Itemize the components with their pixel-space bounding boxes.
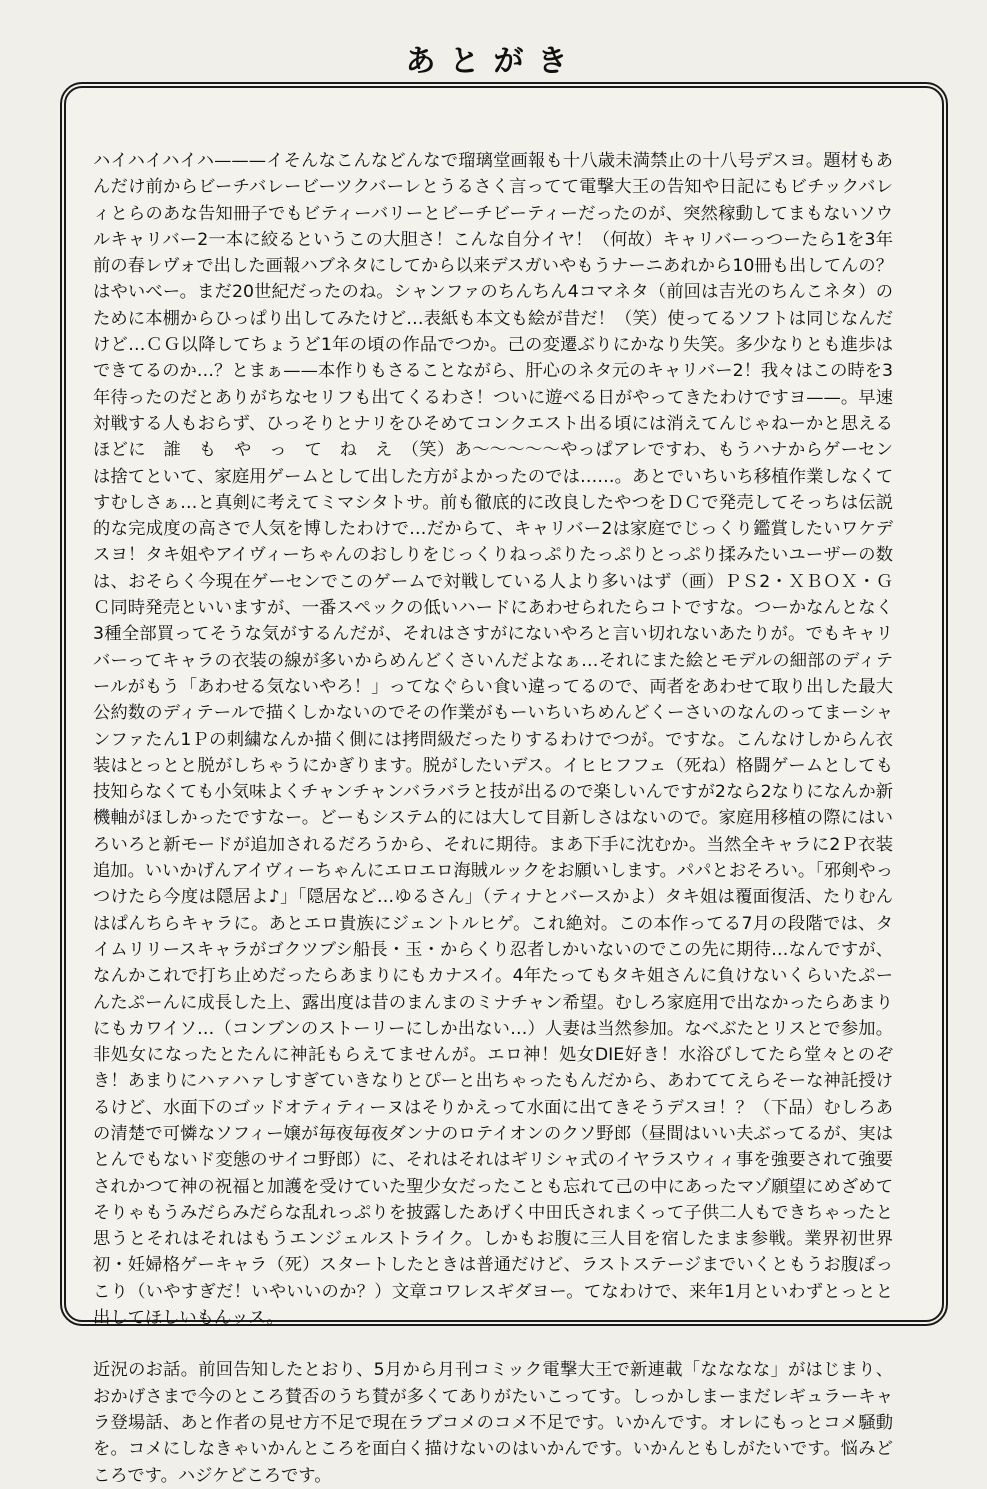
afterword-paragraph-main: ハイハイハイハ———イそんなこんなどんなで瑠璃堂画報も十八歳未満禁止の十八号デスヨ。題材もあんだけ前からビーチバレービーツクバーレとうるさく言ってて電撃大王の告知や日記にもビチックバレィとらのあな告知冊子でもビティーバリーとビーチビーティーだったのが、突然稼動してまもないソウルキャリバー2一本に絞るというこの大胆さ！こんな自分イヤ！（何故）キャリバーっつーたら1を3年前の春レヴォで出した画報ハブネタにしてから以来デスガいやもうナーニあれから10冊も出してんの？はやいべー。まだ20世紀だったのね。シャンファのちんちん4コマネタ（前回は吉光のちんこネタ）のために本棚からひっぱり出してみたけど…表紙も本文も絵が昔だ！（笑）使ってるソフトは同じなんだけど…ＣＧ以降してちょうど1年の頃の作品でつか。己の変遷ぶりにかなり失笑。多少なりとも進歩はできてるのか…？とまぁ——本作りもさることながら、肝心のネタ元のキャリバー2！我々はこの時を3年待ったのだとありがちなセリフも出てくるわさ！ついに遊べる日がやってきたわけですヨ——。早速対戦する人もおらず、ひっそりとナリをひそめてコンクエスト出る頃には消えてんじゃねーかと思えるほどに 誰 も や っ て ね え （笑）あ～～～～～やっぱアレですわ、もうハナからゲーセンは捨てといて、家庭用ゲームとして出した方がよかったのでは……。あとでいちいち移植作業しなくてすむしさぁ…と真剣に考えてミマシタトサ。前も徹底的に改良したやつをＤＣで発売してそっちは伝説的な完成度の高さで人気を博したわけで…だからて、キャリバー2は家庭でじっくり鑑賞したいワケデスヨ！タキ姐やアイヴィーちゃんのおしりをじっくりねっぷりたっぷりとっぷり揉みたいユーザーの数は、おそらく今現在ゲーセンでこのゲームで対戦している人より多いはず（画）ＰＳ2・ＸＢＯＸ・ＧＣ同時発売といいますが、一番スペックの低いハードにあわせられたらコトですな。つーかなんとなく3種全部買ってそうな気がするんだが、それはさすがにないやろと言い切れないあたりが。でもキャリバーってキャラの衣装の線が多いからめんどくさいんだよなぁ…それにまた絵とモデルの細部のディテールがもう「あわせる気ないやろ！」ってなぐらい食い違ってるので、両者をあわせて取り出した最大公約数のディテールで描くしかないのでその作業がもーいちいちめんどくーさいのなんのってまーシャンファたん1Ｐの刺繍なんか描く側には拷問級だったりするわけでつが。ですな。こんなけしからん衣装はとっとと脱がしちゃうにかぎります。脱がしたいデス。イヒヒフフェ（死ね）格闘ゲームとしても技知らなくても小気味よくチャンチャンバラバラと技が出るので楽しいんですが2なら2なりになんか新機軸がほしかったですなー。どーもシステム的には大して目新しさはないので。家庭用移植の際にはいろいろと新モードが追加されるだろうから、それに期待。まあ下手に沈むか。当然全キャラに2Ｐ衣装追加。いいかげんアイヴィーちゃんにエロエロ海賊ルックをお願いします。パパとおそろい。「邪剣やっつけたら今度は隠居よ♪」「隠居など…ゆるさん」（ティナとバースかよ）タキ姐は覆面復活、たりむんはぱんちらキャラに。あとエロ貴族にジェントルヒゲ。これ絶対。この本作ってる7月の段階では、タイムリリースキャラがゴクツブシ船長・玉・からくり忍者しかいないのでこの先に期待…なんですが、なんかこれで打ち止めだったらあまりにもカナスイ。4年たってもタキ姐さんに負けないくらいたぷーんたぷーんに成長した上、露出度は昔のまんまのミナチャン希望。むしろ家庭用で出なかったらあまりにもカワイソ…（コンブンのストーリーにしか出ない…）人妻は当然参加。なべぶたとリスとで参加。非処女になったとたんに神託もらえてませんが。エロ神！処女DIE好き！水浴びしてたら堂々とのぞき！あまりにハァハァしすぎていきなりとぴーと出ちゃったもんだから、あわててえらそーな神託授けるけど、水面下のゴッドオティティーヌはそりかえって水面に出てきそうデスヨ！？（下品）むしろあの清楚で可憐なソフィー嬢が毎夜毎夜ダンナのロテイオンのクソ野郎（昼間はいい夫ぶってるが、実はとんでもないド変態のサイコ野郎）に、それはそれはギリシャ式のイヤラスウィィ事を強要されて強要されかつて神の祝福と加護を受けていた聖少女だったことも忘れて己の中にあったマゾ願望にめざめてそりゃもうみだらみだらな乱れっぷりを披露したあげく中田氏されまくって子供二人もできちゃったと思うとそれはそれはもうエンジェルストライク。しかもお腹に三人目を宿したまま参戦。業界初世界初・妊婦格ゲーキャラ（死）スタートしたときは普通だけど、ラストステージまでいくともうお腹ぽっこり（いやすぎだ！いやいいのか？）文章コワレスギダヨー。てなわけで、来年1月といわずとっとと出してほしいもんッス。 bbox=[93, 151, 893, 1329]
afterword-paragraph-news: 近況のお話。前回告知したとおり、5月から月刊コミック電撃大王で新連載「なななな」がはじまり、おかげさまで今のところ賛否のうち賛が多くてありがたいこってす。しっかしまーまだレギュラーキャラ登場話、あと作者の見せ方不足で現在ラブコメのコメ不足です。いかんです。オレにもっとコメ騒動を。コメにしなきゃいかんところを面白く描けないのはいかんです。いかんともしがたいです。悩みどころです。ハジケどころです。 bbox=[93, 1360, 893, 1486]
page-title: あとがき bbox=[405, 44, 582, 79]
afterword-body bbox=[93, 148, 893, 1489]
